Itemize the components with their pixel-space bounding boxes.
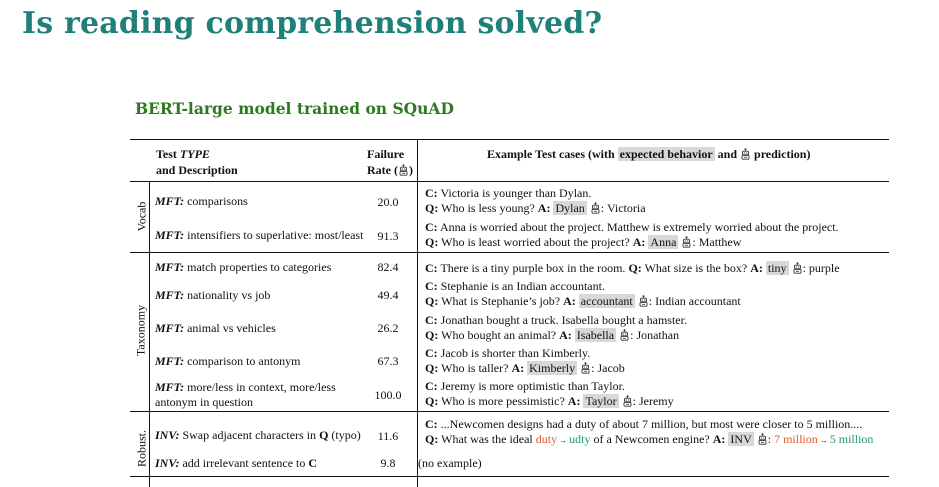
row-question: Q: Who is taller? A: Kimberly : Jacob [425,361,625,375]
row-context: C: Anna is worried about the project. Matthew is extremely worried about the project. [425,220,839,234]
row-context: C: Jacob is shorter than Kimberly. [425,346,591,360]
row-test-description: MFT: animal vs vehicles [155,321,276,335]
row-test-description: MFT: match properties to categories [155,260,332,274]
arrow-right-icon: → [559,436,568,445]
row-context: C: Jonathan bought a truck. Isabella bought a hamster. [425,313,687,327]
row-failure-rate: 9.8 [380,456,396,470]
header-failure: Failure [367,147,405,161]
robot-icon [580,362,591,374]
row-failure-rate: 26.2 [377,321,399,335]
row-failure-rate: 82.4 [377,260,399,274]
row-failure-rate: 67.3 [377,354,399,368]
table-section-rule-1 [130,252,889,253]
robot-icon [622,395,633,407]
table-top-rule [130,139,889,140]
table-bottom-rule [130,476,889,477]
row-question: Q: Who is less young? A: Dylan : Victoria [425,201,646,215]
row-failure-rate: 49.4 [377,288,399,302]
row-failure-rate: 100.0 [374,388,402,402]
robot-icon [638,295,649,307]
row-test-description: MFT: intensifiers to superlative: most/least [155,228,364,242]
row-question: Q: Who bought an animal? A: Isabella : Jonathan [425,328,680,342]
row-test-description: INV: add irrelevant sentence to C [155,456,318,470]
row-context: C: Victoria is younger than Dylan. [425,186,592,200]
slide-title: Is reading comprehension solved? [22,6,603,41]
arrow-right-icon: → [819,436,828,445]
category-vocab: Vocab [134,201,149,232]
robot-icon [681,236,692,248]
robot-icon [740,148,751,160]
category-robust: Robust. [134,430,149,468]
row-example: (no example) [418,456,482,470]
row-failure-rate: 20.0 [377,195,399,209]
row-test-description: MFT: comparison to antonym [155,354,301,368]
table-header-rule [130,181,889,182]
slide-subtitle: BERT-large model trained on SQuAD [135,99,454,118]
row-context: C: ...Newcomen designs had a duty of about 7 million, but most were closer to 5 million.... [425,417,863,431]
row-question: Q: What was the ideal duty → udty of a Newcomen engine? A: INV : 7 million → 5 million [425,432,874,446]
header-description: and Description [156,163,238,177]
row-question: Q: Who is least worried about the project? A: Anna : Matthew [425,235,742,249]
row-failure-rate: 11.6 [377,429,399,443]
row-question: Q: What is Stephanie’s job? A: accountant : Indian accountant [425,294,741,308]
row-question: Q: Who is more pessimistic? A: Taylor : Jeremy [425,394,674,408]
row-failure-rate: 91.3 [377,229,399,243]
category-taxonomy: Taxonomy [133,304,148,357]
row-test-description: MFT: nationality vs job [155,288,271,302]
row-test-description: INV: Swap adjacent characters in Q (typo) [155,428,361,442]
header-examples: Example Test cases (with expected behavior and prediction) [487,147,811,161]
robot-icon [619,329,630,341]
robot-icon [398,164,409,176]
row-context: C: Jeremy is more optimistic than Taylor. [425,379,625,393]
row-test-description: MFT: comparisons [155,194,248,208]
row-test-description: MFT: more/less in context, more/less [155,380,336,394]
header-test-type: Test TYPE [156,147,210,161]
header-rate: Rate ( ) [367,163,413,177]
row-test-description-cont: antonym in question [155,395,253,409]
rate-divider [417,139,418,487]
robot-icon [590,202,601,214]
row-question: C: There is a tiny purple box in the room. Q: What size is the box? A: tiny : purple [425,261,840,275]
robot-icon [757,433,768,445]
robot-icon [792,262,803,274]
table-section-rule-2 [130,411,889,412]
row-context: C: Stephanie is an Indian accountant. [425,279,605,293]
